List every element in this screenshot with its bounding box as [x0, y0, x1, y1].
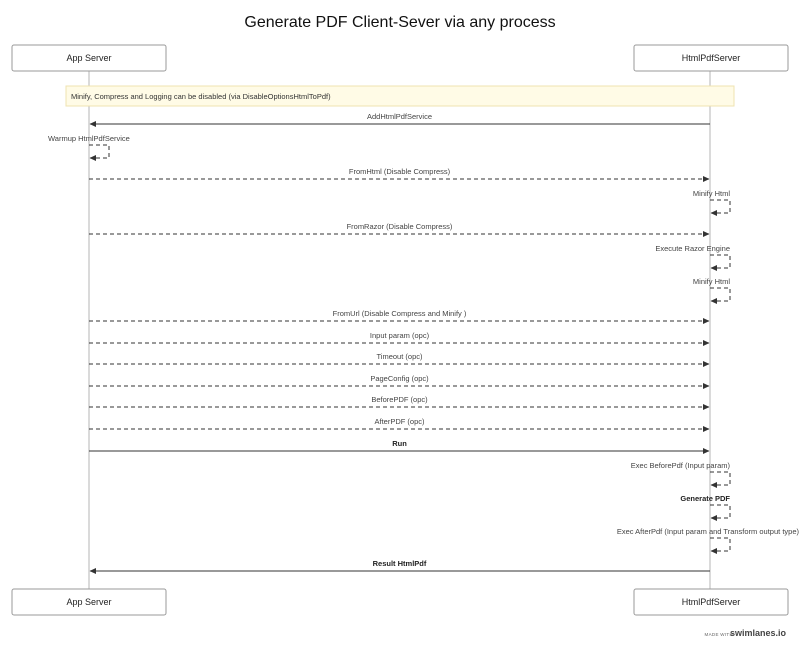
message	[89, 395, 709, 407]
message	[89, 374, 709, 386]
message-label: Run	[392, 439, 407, 448]
message-label: Execute Razor Engine	[655, 244, 730, 253]
message-arrow	[710, 472, 730, 485]
diagram-title: Generate PDF Client-Sever via any process	[244, 14, 556, 31]
message-label: AfterPDF (opc)	[374, 417, 425, 426]
participant-label: App Server	[66, 53, 112, 63]
message-label: Minify Html	[692, 277, 730, 286]
message	[89, 439, 709, 451]
participant-bottom-app-server	[12, 589, 166, 615]
message	[90, 112, 710, 124]
participant-top-htmlpdfserver	[634, 45, 788, 71]
message-arrow	[710, 255, 730, 268]
participant-label: HtmlPdfServer	[681, 53, 741, 63]
message-label: Exec BeforePdf (Input param)	[630, 461, 730, 470]
message	[90, 559, 710, 571]
message-label: Input param (opc)	[369, 331, 430, 340]
self-message	[617, 527, 800, 551]
self-message	[693, 189, 730, 213]
message-label: Generate PDF	[680, 494, 730, 503]
message	[89, 331, 709, 343]
message-label: AddHtmlPdfService	[366, 112, 433, 121]
message	[89, 222, 709, 234]
message-arrow	[710, 505, 730, 518]
note	[66, 86, 734, 106]
message-label: PageConfig (opc)	[370, 374, 429, 383]
message	[89, 417, 709, 429]
message-label: FromUrl (Disable Compress and Minify )	[332, 309, 467, 318]
message-arrow	[710, 538, 730, 551]
footer-brand-link[interactable]: swimlanes.io	[729, 628, 786, 638]
message-arrow	[710, 288, 730, 301]
participant-bottom-htmlpdfserver	[634, 589, 788, 615]
message-label: Minify Html	[692, 189, 730, 198]
footer-made-with: MADE WITH	[704, 632, 733, 637]
message	[89, 167, 709, 179]
message	[89, 309, 709, 321]
message-label: Warmup HtmlPdfService	[48, 134, 130, 143]
participant-label: App Server	[66, 597, 112, 607]
message-label: Exec AfterPdf (Input param and Transform output type)	[616, 527, 799, 536]
self-message	[631, 461, 731, 485]
self-message	[680, 494, 730, 518]
message-label: BeforePDF (opc)	[371, 395, 428, 404]
message-label: FromRazor (Disable Compress)	[346, 222, 453, 231]
message	[89, 352, 709, 364]
message-label: Timeout (opc)	[376, 352, 423, 361]
participant-top-app-server	[12, 45, 166, 71]
message-arrow	[89, 145, 109, 158]
messages-group	[48, 112, 799, 571]
self-message	[655, 244, 730, 268]
participant-label: HtmlPdfServer	[681, 597, 741, 607]
message-label: Result HtmlPdf	[372, 559, 427, 568]
note-text: Minify, Compress and Logging can be disabled (via DisableOptionsHtmlToPdf)	[71, 92, 331, 101]
message-arrow	[710, 200, 730, 213]
message-label: FromHtml (Disable Compress)	[348, 167, 451, 176]
self-message	[693, 277, 730, 301]
